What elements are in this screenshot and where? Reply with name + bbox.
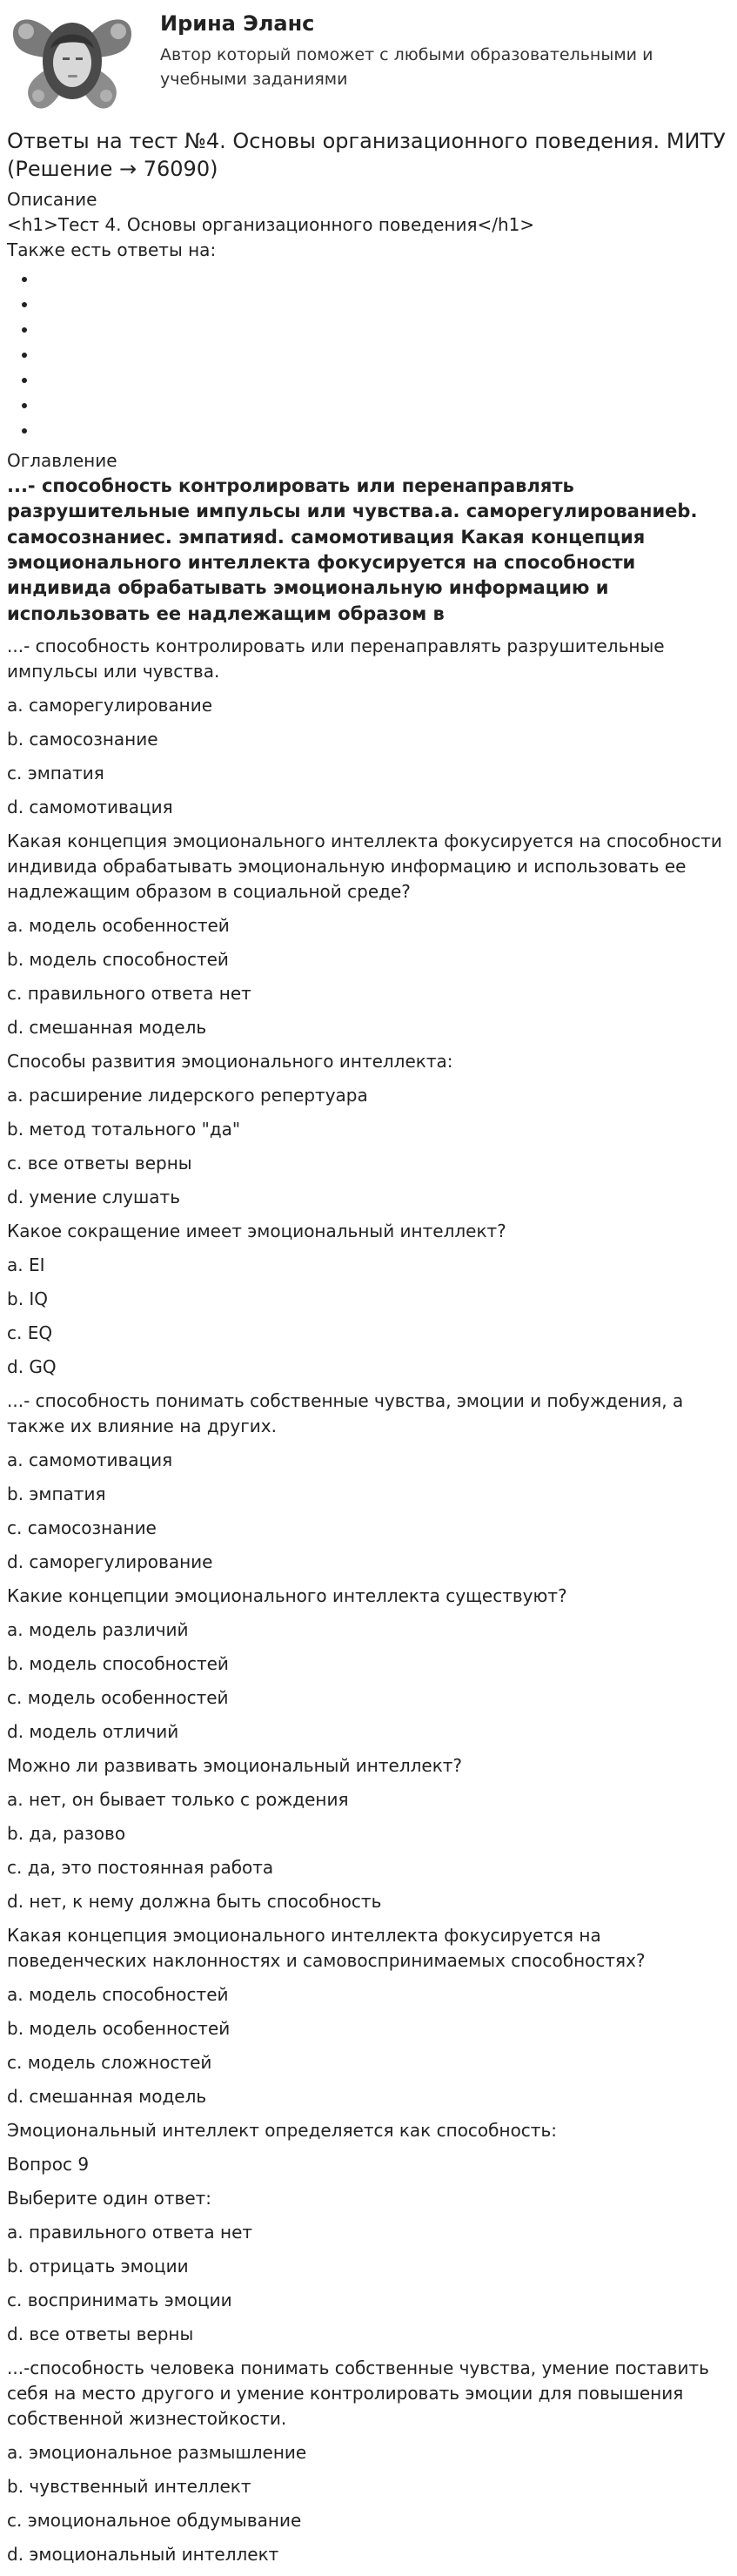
answer-option: b. IQ <box>7 1288 49 1310</box>
toc-label: Оглавление <box>7 449 117 471</box>
also-answers-label: Также есть ответы на: <box>7 239 217 260</box>
answer-option: c. модель сложностей <box>7 2052 212 2074</box>
answer-option: a. правильного ответа нет <box>7 2222 253 2243</box>
answer-option: d. смешанная модель <box>7 2086 207 2108</box>
answer-option: c. модель особенностей <box>7 1687 229 1709</box>
question-text: Эмоциональный интеллект определяется как способность: <box>7 2120 557 2142</box>
answer-option: a. нет, он бывает только с рождения <box>7 1789 349 1811</box>
also-answer-link[interactable] <box>38 292 730 317</box>
answer-option: d. модель отличий <box>7 1721 179 1743</box>
answer-option: d. GQ <box>7 1356 57 1378</box>
also-answers-list <box>7 266 730 443</box>
also-answer-link[interactable] <box>38 418 730 443</box>
answer-option: a. модель различий <box>7 1619 189 1641</box>
question-text: Способы развития эмоционального интеллекта: <box>7 1051 453 1073</box>
answer-option: с. эмпатия <box>7 763 104 784</box>
answer-option: b. отрицать эмоции <box>7 2256 189 2277</box>
answer-option: d. смешанная модель <box>7 1017 207 1039</box>
main-content <box>7 127 730 2576</box>
answer-option: b. самосознание <box>7 729 158 750</box>
question-list <box>7 634 730 2567</box>
answer-option: c. да, это постоянная работа <box>7 1857 274 1879</box>
answer-option: d. эмоциональный интеллект <box>7 2544 279 2566</box>
question-text: Какая концепция эмоционального интеллекта фокусируется на поведенческих наклонностях и самовоспринимаемых способностях? <box>7 1925 646 1972</box>
answer-option: c. эмоциональное обдумывание <box>7 2510 302 2532</box>
answer-option: b. эмпатия <box>7 1483 106 1505</box>
description-label: Описание <box>7 188 97 210</box>
page-title: Ответы на тест №4. Основы организационного поведения. МИТУ (Решение → 76090) <box>7 129 726 182</box>
author-header <box>7 5 730 117</box>
question-text: Можно ли развивать эмоциональный интеллект? <box>7 1755 463 1777</box>
answer-option: a. эмоциональное размышление <box>7 2442 307 2464</box>
answer-option: d. нет, к нему должна быть способность <box>7 1891 382 1913</box>
answer-option: a. EI <box>7 1254 45 1276</box>
answer-option: d. умение слушать <box>7 1187 180 1208</box>
toc-title: ...- способность контролировать или перенаправлять разрушительные импульсы или чувства.a. саморегулированиеb. самосознаниес. эмпатияd. самомотивация Какая концепция эмоционального интеллекта фокусируется на способности индивида обрабатывать эмоциональную информацию и использовать ее надлежащим образом в <box>7 474 698 624</box>
question-text: ...- способность понимать собственные чувства, эмоции и побуждения, а также их влияние на других. <box>7 1390 684 1437</box>
answer-option: d. саморегулирование <box>7 1551 213 1573</box>
answer-option: b. чувственный интеллект <box>7 2476 251 2498</box>
answer-option: a. расширение лидерского репертуара <box>7 1085 368 1106</box>
question-text: Вопрос 9 <box>7 2154 90 2176</box>
question-text: ...-способность человека понимать собственные чувства, умение поставить себя на место другого и умение контролировать эмоции для повышения собственной жизнестойкости. <box>7 2357 709 2430</box>
answer-option: b. метод тотального "да" <box>7 1119 241 1140</box>
answer-option: c. EQ <box>7 1322 53 1344</box>
answer-option: c. воспринимать эмоции <box>7 2290 232 2311</box>
answer-option: a. модель особенностей <box>7 915 230 937</box>
answer-option: b. модель способностей <box>7 1653 229 1675</box>
answer-option: b. модель особенностей <box>7 2018 231 2040</box>
also-answer-link[interactable] <box>38 393 730 418</box>
answer-option: a. модель способностей <box>7 1984 229 2006</box>
author-avatar[interactable] <box>7 5 137 113</box>
author-bio: Автор который поможет с любыми образовательными и учебными заданиями <box>160 45 653 89</box>
description-text: <h1>Тест 4. Основы организационного поведения</h1> <box>7 213 535 235</box>
question-text: ...- способность контролировать или перенаправлять разрушительные импульсы или чувства. <box>7 636 665 683</box>
answer-option: a. саморегулирование <box>7 695 213 716</box>
question-text: Какая концепция эмоционального интеллекта фокусируется на способности индивида обрабатывать эмоциональную информацию и использовать ее надлежащим образом в социальной среде? <box>7 831 722 903</box>
also-answer-link[interactable] <box>38 317 730 342</box>
answer-option: b. да, разово <box>7 1823 126 1845</box>
author-name[interactable]: Ирина Эланс <box>160 11 315 36</box>
answer-option: c. правильного ответа нет <box>7 983 251 1005</box>
answer-option: c. все ответы верны <box>7 1153 192 1174</box>
also-answer-link[interactable] <box>38 367 730 393</box>
answer-option: d. все ответы верны <box>7 2324 194 2345</box>
answer-option: c. самосознание <box>7 1517 157 1539</box>
also-answer-link[interactable] <box>38 266 730 292</box>
answer-option: a. самомотивация <box>7 1449 173 1471</box>
also-answer-link[interactable] <box>38 342 730 367</box>
question-text: Какие концепции эмоционального интеллекта существуют? <box>7 1585 567 1607</box>
question-text: Выберите один ответ: <box>7 2188 212 2209</box>
avatar-image <box>7 5 137 113</box>
answer-option: d. самомотивация <box>7 797 173 818</box>
answer-option: b. модель способностей <box>7 949 229 971</box>
question-text: Какое сокращение имеет эмоциональный интеллект? <box>7 1221 506 1242</box>
